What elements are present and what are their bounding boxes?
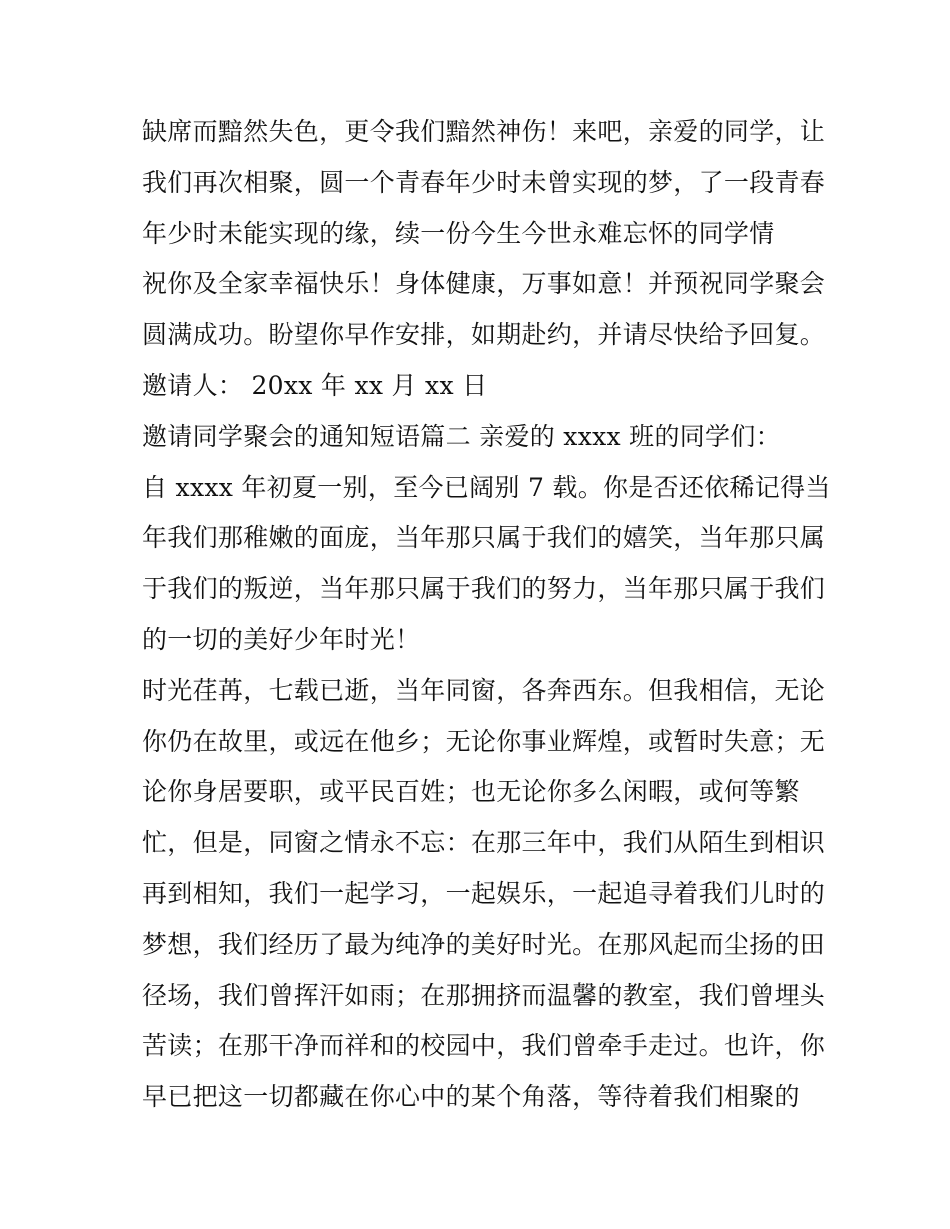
text-line: 年我们那稚嫩的面庞，当年那只属于我们的嬉笑，当年那只属 (142, 523, 826, 553)
text-line: 圆满成功。盼望你早作安排，如期赴约，并请尽快给予回复。 (142, 320, 826, 350)
text-line: 早已把这一切都藏在你心中的某个角落，等待着我们相聚的 (142, 1082, 800, 1112)
signature-line: 邀请人： 20xx 年 xx 月 xx 日 (142, 370, 488, 400)
text-line: 祝你及全家幸福快乐！身体健康，万事如意！并预祝同学聚会 (142, 269, 826, 299)
document-body (142, 107, 831, 1123)
text-line: 的一切的美好少年时光！ (142, 624, 421, 654)
text-line: 时光荏苒，七载已逝，当年同窗，各奔西东。但我相信，无论 (142, 675, 826, 705)
text-line: 忙，但是，同窗之情永不忘：在那三年中，我们从陌生到相识 (142, 828, 826, 858)
text-line: 你仍在故里，或远在他乡；无论你事业辉煌，或暂时失意；无 (142, 726, 826, 756)
section-heading: 邀请同学聚会的通知短语篇二 亲爱的 xxxx 班的同学们： (142, 421, 781, 451)
text-line: 论你身居要职，或平民百姓；也无论你多么闲暇，或何等繁 (142, 777, 800, 807)
text-line: 苦读；在那干净而祥和的校园中，我们曾牵手走过。也许，你 (142, 1031, 826, 1061)
text-line: 年少时未能实现的缘，续一份今生今世永难忘怀的同学情 (142, 218, 775, 248)
text-line: 径场，我们曾挥汗如雨；在那拥挤而温馨的教室，我们曾埋头 (142, 980, 826, 1010)
text-line: 梦想，我们经历了最为纯净的美好时光。在那风起而尘扬的田 (142, 929, 826, 959)
text-line: 自 xxxx 年初夏一别，至今已阔别 7 载。你是否还依稀记得当 (142, 472, 831, 502)
text-line: 于我们的叛逆，当年那只属于我们的努力，当年那只属于我们 (142, 574, 826, 604)
text-line: 我们再次相聚，圆一个青春年少时未曾实现的梦，了一段青春 (142, 167, 826, 197)
text-line: 缺席而黯然失色，更令我们黯然神伤！来吧，亲爱的同学，让 (142, 117, 826, 146)
text-line: 再到相知，我们一起学习，一起娱乐，一起追寻着我们儿时的 (142, 878, 826, 908)
